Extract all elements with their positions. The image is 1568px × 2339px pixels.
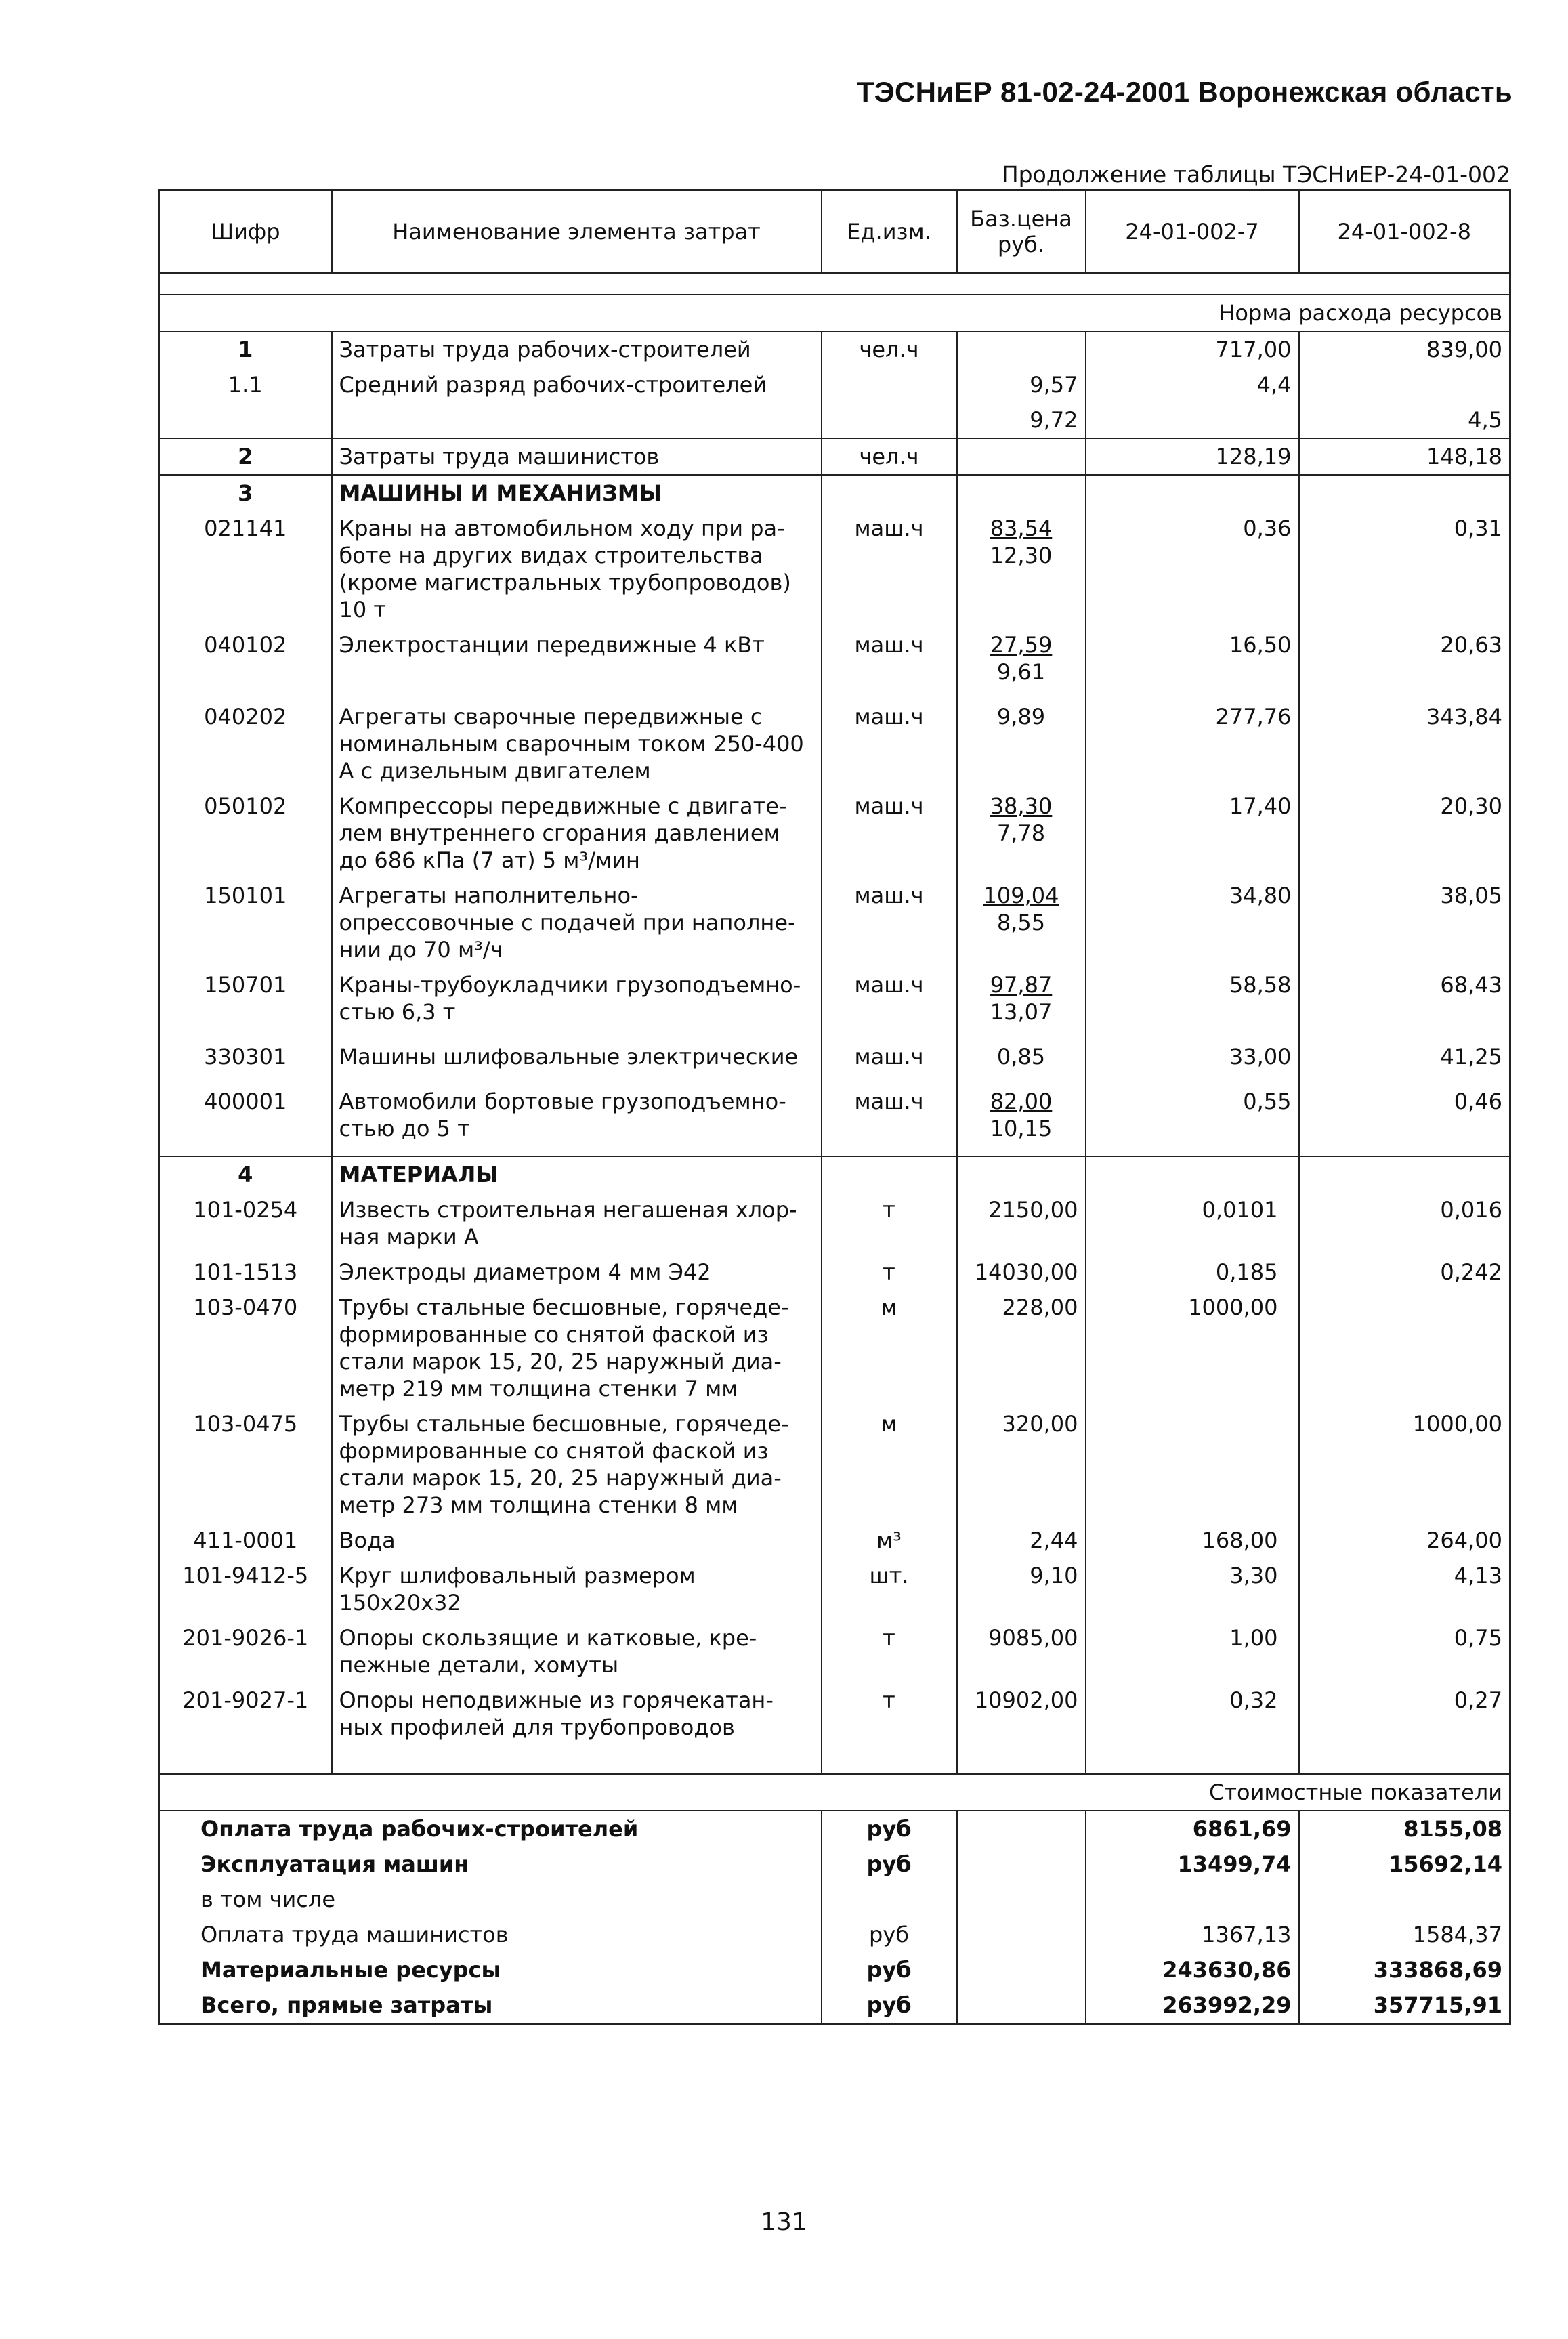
cell-price <box>957 627 1086 699</box>
section-title: МАТЕРИАЛЫ <box>332 1156 822 1192</box>
name-line: нии до 70 м³/ч <box>339 937 503 963</box>
empty-cell <box>822 1745 957 1774</box>
table-row <box>159 1039 1510 1084</box>
name-line: формированные со снятой фаской из <box>339 1438 769 1464</box>
cell-name <box>332 1255 822 1290</box>
price-wage: 12,30 <box>990 543 1053 568</box>
cell-value-c1: 0,55 <box>1086 1084 1299 1156</box>
cell-value-c1: 0,36 <box>1086 511 1299 627</box>
name-line: Круг шлифовальный размером <box>339 1563 696 1588</box>
cell-name: Средний разряд рабочих-строителей <box>332 367 822 402</box>
price-wage: 10,15 <box>990 1116 1053 1141</box>
name-line: боте на других видах строительства <box>339 543 763 568</box>
cell-price <box>957 699 1086 788</box>
price-base: 109,04 <box>983 883 1059 908</box>
totals-unit: руб <box>822 1987 957 2024</box>
table-row <box>159 1683 1510 1745</box>
empty-cell <box>957 1952 1086 1987</box>
cell-value-c1: 0,185 <box>1086 1255 1299 1290</box>
name-line: Известь строительная негашеная хлор- <box>339 1197 797 1223</box>
price-base: 82,00 <box>990 1089 1053 1114</box>
totals-label: Оплата труда машинистов <box>159 1917 822 1952</box>
empty-cell <box>1299 475 1510 511</box>
cell-code: 1 <box>159 331 332 367</box>
cell-value-c1 <box>1086 402 1299 438</box>
name-line: ная марки А <box>339 1224 479 1250</box>
name-line: Трубы стальные бесшовные, горячеде- <box>339 1294 789 1320</box>
cell-name <box>332 1192 822 1255</box>
table-row <box>159 511 1510 627</box>
cell-value-c2: 0,75 <box>1299 1620 1510 1683</box>
price-wage: 13,07 <box>990 999 1053 1025</box>
table-row <box>159 1255 1510 1290</box>
cell-unit: т <box>822 1255 957 1290</box>
cell-unit: чел.ч <box>822 438 957 475</box>
cell-unit <box>822 367 957 402</box>
cell-unit: маш.ч <box>822 878 957 967</box>
name-line: Машины шлифовальные электрические <box>339 1044 799 1070</box>
cell-value-c2: 0,016 <box>1299 1192 1510 1255</box>
name-line: стали марок 15, 20, 25 наружный диа- <box>339 1349 782 1374</box>
empty-cell <box>332 1745 822 1774</box>
cell-price <box>957 1039 1086 1084</box>
cell-value-c1: 3,30 <box>1086 1558 1299 1620</box>
cell-unit: маш.ч <box>822 1039 957 1084</box>
cell-unit: чел.ч <box>822 331 957 367</box>
cell-unit: м³ <box>822 1523 957 1558</box>
cell-value-c2: 4,13 <box>1299 1558 1510 1620</box>
price-base: 0,85 <box>996 1044 1046 1070</box>
cell-name <box>332 788 822 878</box>
price-base: 83,54 <box>990 515 1053 541</box>
cell-value-c2: 0,46 <box>1299 1084 1510 1156</box>
totals-label: Оплата труда рабочих-строителей <box>159 1811 822 1847</box>
cell-unit: маш.ч <box>822 627 957 699</box>
cell-value-c1: 1,00 <box>1086 1620 1299 1683</box>
name-line: опрессовочные с подачей при наполне- <box>339 910 796 935</box>
cell-price: 9,10 <box>957 1558 1086 1620</box>
table-row <box>159 1192 1510 1255</box>
col-header-price <box>957 190 1086 274</box>
totals-value-c1: 13499,74 <box>1086 1847 1299 1882</box>
cell-unit: маш.ч <box>822 511 957 627</box>
totals-label: Эксплуатация машин <box>159 1847 822 1882</box>
empty-cell <box>822 1156 957 1192</box>
table-row <box>159 402 1510 438</box>
cell-price <box>957 1084 1086 1156</box>
cell-value-c2: 264,00 <box>1299 1523 1510 1558</box>
cell-code: 150101 <box>159 878 332 967</box>
name-line: метр 273 мм толщина стенки 8 мм <box>339 1492 738 1518</box>
cell-name: Затраты труда рабочих-строителей <box>332 331 822 367</box>
cell-name <box>332 1683 822 1745</box>
cell-code: 150701 <box>159 967 332 1039</box>
cell-value-c1: 58,58 <box>1086 967 1299 1039</box>
cell-code: 103-0470 <box>159 1290 332 1406</box>
name-line: Электроды диаметром 4 мм Э42 <box>339 1259 711 1285</box>
cell-value-c1: 4,4 <box>1086 367 1299 402</box>
totals-value-c2: 357715,91 <box>1299 1987 1510 2024</box>
cell-value-c2: 343,84 <box>1299 699 1510 788</box>
totals-row <box>159 1987 1510 2024</box>
table-row <box>159 967 1510 1039</box>
cell-code <box>159 402 332 438</box>
totals-unit <box>822 1882 957 1917</box>
totals-unit: руб <box>822 1811 957 1847</box>
cell-code: 101-9412-5 <box>159 1558 332 1620</box>
cell-value-c1: 0,0101 <box>1086 1192 1299 1255</box>
cell-value-c2: 0,242 <box>1299 1255 1510 1290</box>
norm-caption-row <box>159 295 1510 331</box>
name-line: 10 т <box>339 597 387 623</box>
cell-name <box>332 878 822 967</box>
table-continuation-caption: Продолжение таблицы ТЭСНиЕР-24-01-002 <box>1001 161 1510 188</box>
cell-price: 2,44 <box>957 1523 1086 1558</box>
col-header-name: Наименование элемента затрат <box>332 190 822 274</box>
cell-value-c1: 34,80 <box>1086 878 1299 967</box>
cost-caption: Стоимостные показатели <box>159 1774 1510 1811</box>
name-line: А с дизельным двигателем <box>339 758 651 784</box>
cell-unit: маш.ч <box>822 967 957 1039</box>
empty-cell <box>957 475 1086 511</box>
cell-code: 201-9027-1 <box>159 1683 332 1745</box>
cell-price <box>957 878 1086 967</box>
price-base: 97,87 <box>990 972 1053 998</box>
cell-value-c2 <box>1299 1290 1510 1406</box>
section-title: МАШИНЫ И МЕХАНИЗМЫ <box>332 475 822 511</box>
name-line: Агрегаты наполнительно- <box>339 883 639 908</box>
cell-value-c2: 1000,00 <box>1299 1406 1510 1523</box>
empty-cell <box>822 475 957 511</box>
col-header-price-line2: руб. <box>997 232 1045 257</box>
cell-value-c2: 0,27 <box>1299 1683 1510 1745</box>
table-row <box>159 331 1510 367</box>
totals-value-c1 <box>1086 1882 1299 1917</box>
cell-name <box>332 1290 822 1406</box>
cell-name <box>332 1406 822 1523</box>
cell-price <box>957 511 1086 627</box>
cell-unit: маш.ч <box>822 699 957 788</box>
totals-value-c1: 243630,86 <box>1086 1952 1299 1987</box>
cell-unit: т <box>822 1683 957 1745</box>
totals-unit: руб <box>822 1952 957 1987</box>
cell-price <box>957 788 1086 878</box>
name-line: Опоры неподвижные из горячекатан- <box>339 1687 774 1713</box>
empty-cell <box>957 1847 1086 1882</box>
totals-label: Материальные ресурсы <box>159 1952 822 1987</box>
page-number: 131 <box>761 2208 807 2236</box>
price-wage: 8,55 <box>996 910 1046 935</box>
cell-unit: т <box>822 1192 957 1255</box>
empty-cell <box>957 1156 1086 1192</box>
name-line: номинальным сварочным током 250-400 <box>339 731 804 757</box>
cell-code: 1.1 <box>159 367 332 402</box>
col-header-price-line1: Баз.цена <box>970 206 1072 232</box>
table-row <box>159 438 1510 475</box>
cell-code: 330301 <box>159 1039 332 1084</box>
empty-cell <box>1086 1745 1299 1774</box>
cell-code: 411-0001 <box>159 1523 332 1558</box>
totals-row <box>159 1811 1510 1847</box>
name-line: лем внутреннего сгорания давлением <box>339 820 780 846</box>
cell-name <box>332 699 822 788</box>
cell-value-c1: 17,40 <box>1086 788 1299 878</box>
section-code: 3 <box>159 475 332 511</box>
cell-name <box>332 1084 822 1156</box>
cell-value-c1: 33,00 <box>1086 1039 1299 1084</box>
name-line: пежные детали, хомуты <box>339 1652 619 1678</box>
cell-name: Затраты труда машинистов <box>332 438 822 475</box>
cell-code: 103-0475 <box>159 1406 332 1523</box>
name-line: стью до 5 т <box>339 1116 470 1141</box>
col-header-c2: 24-01-002-8 <box>1299 190 1510 274</box>
totals-value-c1: 1367,13 <box>1086 1917 1299 1952</box>
empty-cell <box>1299 1156 1510 1192</box>
totals-value-c2: 333868,69 <box>1299 1952 1510 1987</box>
cell-value-c2: 38,05 <box>1299 878 1510 967</box>
name-line: ных профилей для трубопроводов <box>339 1714 735 1740</box>
cell-value-c2: 68,43 <box>1299 967 1510 1039</box>
cell-unit <box>822 402 957 438</box>
table-row <box>159 1290 1510 1406</box>
spacer-row <box>159 273 1510 295</box>
totals-label: в том числе <box>159 1882 822 1917</box>
cell-value-c2 <box>1299 367 1510 402</box>
cell-name <box>332 627 822 699</box>
name-line: Краны на автомобильном ходу при ра- <box>339 515 785 541</box>
name-line: формированные со снятой фаской из <box>339 1322 769 1347</box>
cell-value-c1: 168,00 <box>1086 1523 1299 1558</box>
totals-value-c2 <box>1299 1882 1510 1917</box>
cell-value-c2: 20,63 <box>1299 627 1510 699</box>
cost-caption-row <box>159 1774 1510 1811</box>
totals-row <box>159 1847 1510 1882</box>
name-line: Опоры скользящие и катковые, кре- <box>339 1625 757 1651</box>
empty-cell <box>957 1987 1086 2024</box>
cell-value-c1: 128,19 <box>1086 438 1299 475</box>
cell-price <box>957 438 1086 475</box>
empty-cell <box>1086 475 1299 511</box>
name-line: стали марок 15, 20, 25 наружный диа- <box>339 1465 782 1491</box>
name-line: Компрессоры передвижные с двигате- <box>339 793 787 819</box>
cell-value-c1: 0,32 <box>1086 1683 1299 1745</box>
table-row <box>159 1620 1510 1683</box>
cell-unit: шт. <box>822 1558 957 1620</box>
cell-price: 320,00 <box>957 1406 1086 1523</box>
table-row <box>159 788 1510 878</box>
empty-cell <box>957 1745 1086 1774</box>
cell-value-c2: 0,31 <box>1299 511 1510 627</box>
name-line: Краны-трубоукладчики грузоподъемно- <box>339 972 801 998</box>
table-row <box>159 1406 1510 1523</box>
name-line: до 686 кПа (7 ат) 5 м³/мин <box>339 847 640 873</box>
cell-unit: м <box>822 1406 957 1523</box>
totals-value-c2: 15692,14 <box>1299 1847 1510 1882</box>
cell-value-c2: 839,00 <box>1299 331 1510 367</box>
col-header-unit: Ед.изм. <box>822 190 957 274</box>
name-line: Трубы стальные бесшовные, горячеде- <box>339 1411 789 1437</box>
empty-cell <box>957 1882 1086 1917</box>
cell-price: 9,72 <box>957 402 1086 438</box>
document-title: ТЭСНиЕР 81-02-24-2001 Воронежская область <box>856 76 1512 108</box>
cell-price: 10902,00 <box>957 1683 1086 1745</box>
table-row <box>159 1084 1510 1156</box>
totals-value-c2: 8155,08 <box>1299 1811 1510 1847</box>
cell-price: 9085,00 <box>957 1620 1086 1683</box>
totals-unit: руб <box>822 1917 957 1952</box>
empty-cell <box>1299 1745 1510 1774</box>
name-line: (кроме магистральных трубопроводов) <box>339 570 791 595</box>
cell-price <box>957 331 1086 367</box>
cell-unit: маш.ч <box>822 788 957 878</box>
cell-code: 2 <box>159 438 332 475</box>
cell-value-c1: 1000,00 <box>1086 1290 1299 1406</box>
totals-label: Всего, прямые затраты <box>159 1987 822 2024</box>
cell-name <box>332 1620 822 1683</box>
price-wage: 9,61 <box>996 659 1046 685</box>
cell-value-c1: 717,00 <box>1086 331 1299 367</box>
cell-value-c1: 277,76 <box>1086 699 1299 788</box>
price-base: 27,59 <box>990 632 1053 658</box>
empty-cell <box>1086 1156 1299 1192</box>
cell-code: 101-1513 <box>159 1255 332 1290</box>
cell-code: 400001 <box>159 1084 332 1156</box>
empty-cell <box>957 1811 1086 1847</box>
cell-price: 228,00 <box>957 1290 1086 1406</box>
cell-value-c2: 20,30 <box>1299 788 1510 878</box>
cell-code: 050102 <box>159 788 332 878</box>
cell-name <box>332 511 822 627</box>
cell-price: 14030,00 <box>957 1255 1086 1290</box>
table-body <box>159 273 1510 2024</box>
resource-norms-table <box>158 189 1511 2025</box>
cell-name <box>332 1523 822 1558</box>
cell-unit: т <box>822 1620 957 1683</box>
empty-cell <box>159 1745 332 1774</box>
col-header-c1: 24-01-002-7 <box>1086 190 1299 274</box>
spacer-row <box>159 1745 1510 1774</box>
cell-value-c2: 41,25 <box>1299 1039 1510 1084</box>
name-line: Агрегаты сварочные передвижные с <box>339 704 763 730</box>
table-row <box>159 627 1510 699</box>
name-line: Электростанции передвижные 4 кВт <box>339 632 765 658</box>
name-line: Вода <box>339 1527 396 1553</box>
cell-code: 021141 <box>159 511 332 627</box>
cell-name <box>332 967 822 1039</box>
price-base: 38,30 <box>990 793 1053 819</box>
name-line: 150x20x32 <box>339 1590 461 1616</box>
name-line: метр 219 мм толщина стенки 7 мм <box>339 1376 738 1402</box>
cell-unit: маш.ч <box>822 1084 957 1156</box>
col-header-code: Шифр <box>159 190 332 274</box>
table-row <box>159 1523 1510 1558</box>
cell-name <box>332 1039 822 1084</box>
table-header-row <box>159 190 1510 274</box>
cell-code: 101-0254 <box>159 1192 332 1255</box>
cell-name <box>332 1558 822 1620</box>
totals-value-c1: 6861,69 <box>1086 1811 1299 1847</box>
section-row-materials <box>159 1156 1510 1192</box>
table-row <box>159 1558 1510 1620</box>
cell-code: 040102 <box>159 627 332 699</box>
cell-price: 9,57 <box>957 367 1086 402</box>
cell-unit: м <box>822 1290 957 1406</box>
section-code: 4 <box>159 1156 332 1192</box>
totals-unit: руб <box>822 1847 957 1882</box>
cell-name <box>332 402 822 438</box>
table-row <box>159 699 1510 788</box>
norm-caption: Норма расхода ресурсов <box>159 295 1510 331</box>
section-row-machines <box>159 475 1510 511</box>
totals-value-c2: 1584,37 <box>1299 1917 1510 1952</box>
cell-value-c1: 16,50 <box>1086 627 1299 699</box>
totals-row <box>159 1917 1510 1952</box>
totals-row <box>159 1882 1510 1917</box>
price-base: 9,89 <box>996 704 1046 730</box>
cell-value-c2: 148,18 <box>1299 438 1510 475</box>
cell-value-c2: 4,5 <box>1299 402 1510 438</box>
cell-price <box>957 967 1086 1039</box>
name-line: Автомобили бортовые грузоподъемно- <box>339 1089 786 1114</box>
totals-row <box>159 1952 1510 1987</box>
empty-cell <box>957 1917 1086 1952</box>
cell-code: 040202 <box>159 699 332 788</box>
price-wage: 7,78 <box>996 820 1046 846</box>
name-line: стью 6,3 т <box>339 999 456 1025</box>
cell-code: 201-9026-1 <box>159 1620 332 1683</box>
cell-value-c1 <box>1086 1406 1299 1523</box>
totals-value-c1: 263992,29 <box>1086 1987 1299 2024</box>
table-row <box>159 878 1510 967</box>
table-row <box>159 367 1510 402</box>
cell-price: 2150,00 <box>957 1192 1086 1255</box>
